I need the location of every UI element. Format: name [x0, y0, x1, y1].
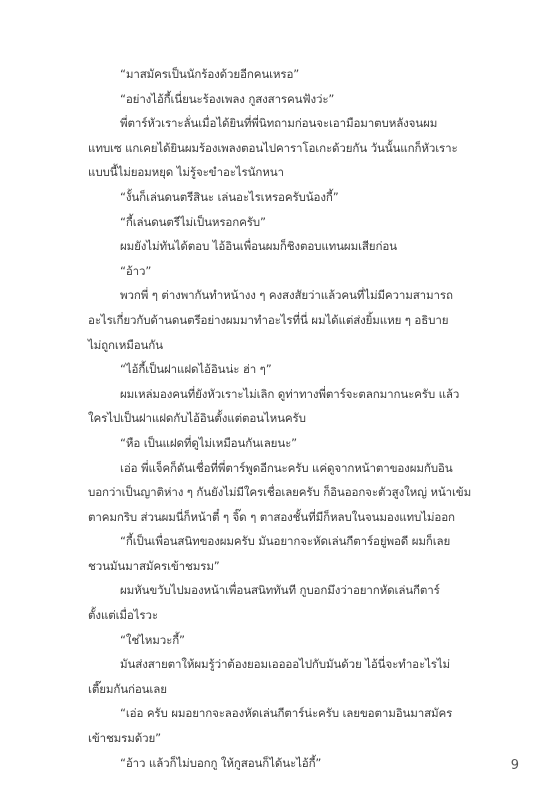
- text-line: เข้าชมรมด้วย”: [88, 731, 161, 746]
- paragraph: [88, 382, 506, 431]
- paragraph: [88, 357, 506, 382]
- paragraph: [88, 210, 506, 235]
- text-line: “กี้เล่นดนตรีไม่เป็นหรอกครับ”: [120, 214, 266, 229]
- text-line: ตั้งแต่เมื่อไรวะ: [88, 608, 158, 623]
- page-number: 9: [510, 758, 519, 773]
- paragraph: [88, 456, 506, 530]
- text-line: พี่ตาร์หัวเราะลั่นเมื่อได้ยินที่พี่นิทถามก่อนจะเอามือมาตบหลังจนผม: [120, 116, 438, 131]
- paragraph: [88, 62, 506, 87]
- text-line: “เอ่อ ครับ ผมอยากจะลองหัดเล่นกีตาร์น่ะครับ เลยขอตามอินมาสมัคร: [120, 706, 453, 721]
- paragraph: [88, 701, 506, 750]
- paragraph: [88, 628, 506, 653]
- text-line: ผมยังไม่ทันได้ตอบ ไอ้อินเพื่อนผมก็ชิงตอบแทนผมเสียก่อน: [120, 239, 397, 254]
- paragraph: [88, 111, 506, 185]
- text-line: บอกว่าเป็นญาติห่าง ๆ กันยังไม่มีใครเชื่อเลยครับ ก็อินออกจะตัวสูงใหญ่ หน้าเข้ม: [88, 485, 472, 500]
- text-line: ผมเหล่มองคนที่ยังหัวเราะไม่เลิก ดูท่าทางพี่ตาร์จะตลกมากนะครับ แล้ว: [120, 386, 460, 401]
- text-line: ชวนมันมาสมัครเข้าชมรม”: [88, 558, 220, 573]
- text-line: ไม่ถูกเหมือนกัน: [88, 337, 163, 352]
- paragraph: [88, 529, 506, 578]
- text-line: อะไรเกี่ยวกับด้านดนตรีอย่างผมมาทำอะไรที่นี่ ผมได้แต่ส่งยิ้มแหย ๆ อธิบาย: [88, 312, 449, 327]
- paragraph: [88, 652, 506, 701]
- paragraph: [88, 283, 506, 357]
- text-line: มันส่งสายตาให้ผมรู้ว่าต้องยอมเออออไปกับมันด้วย ไอ้นี่จะทำอะไรไม่: [120, 657, 450, 672]
- text-line: ตาคมกริบ ส่วนผมนี่ก็หน้าตี๋ ๆ จิ๊ด ๆ ตาสองชั้นที่มีก็หลบในจนมองแทบไม่ออก: [88, 509, 455, 524]
- text-line: พวกพี่ ๆ ต่างพากันทำหน้างง ๆ คงสงสัยว่าแล้วคนที่ไม่มีความสามารถ: [120, 288, 453, 303]
- text-line: “กี้เป็นเพื่อนสนิทของผมครับ มันอยากจะหัดเล่นกีตาร์อยู่พอดี ผมก็เลย: [120, 534, 451, 549]
- text-line: “หือ เป็นแฝดที่ดูไม่เหมือนกันเลยนะ”: [120, 435, 298, 450]
- text-line: เตี๊ยมกันก่อนเลย: [88, 681, 167, 696]
- text-line: เอ่อ พี่แจ็คก็ดันเชื่อที่พี่ตาร์พูดอีกนะครับ แค่ดูจากหน้าตาของผมกับอิน: [120, 460, 453, 475]
- text-line: “อ้าว แล้วก็ไม่บอกกู ให้กูสอนก็ได้นะไอ้กี้”: [120, 755, 322, 770]
- text-line: “อย่างไอ้กี้เนี่ยนะร้องเพลง กูสงสารคนฟังว่ะ”: [120, 91, 335, 106]
- paragraph: [88, 578, 506, 627]
- paragraph: [88, 431, 506, 456]
- text-line: แทบเซ แกเคยได้ยินผมร้องเพลงตอนไปคาราโอเกะด้วยกัน วันนั้นแกก็หัวเราะ: [88, 140, 458, 155]
- text-line: “อ้าว”: [120, 263, 152, 278]
- text-line: ผมหันขวับไปมองหน้าเพื่อนสนิททันที กูบอกมึงว่าอยากหัดเล่นกีตาร์: [120, 583, 440, 598]
- paragraph: [88, 87, 506, 112]
- paragraph: [88, 751, 506, 776]
- text-line: “ไอ้กี้เป็นฝาแฝดไอ้อินน่ะ ฮ่า ๆ”: [120, 362, 272, 377]
- body-text: [88, 62, 506, 775]
- text-line: แบบนี้ไม่ยอมหยุด ไม่รู้จะขำอะไรนักหนา: [88, 165, 284, 180]
- text-line: “มาสมัครเป็นนักร้องด้วยอีกคนเหรอ”: [120, 67, 300, 81]
- paragraph: [88, 259, 506, 284]
- text-line: “ใช่ไหมวะกี้”: [120, 632, 185, 647]
- text-line: ใครไปเป็นฝาแฝดกับไอ้อินตั้งแต่ตอนไหนครับ: [88, 411, 306, 426]
- paragraph: [88, 234, 506, 259]
- paragraph: [88, 185, 506, 210]
- text-line: “งั้นก็เล่นดนตรีสินะ เล่นอะไรเหรอครับน้องกี้”: [120, 189, 339, 204]
